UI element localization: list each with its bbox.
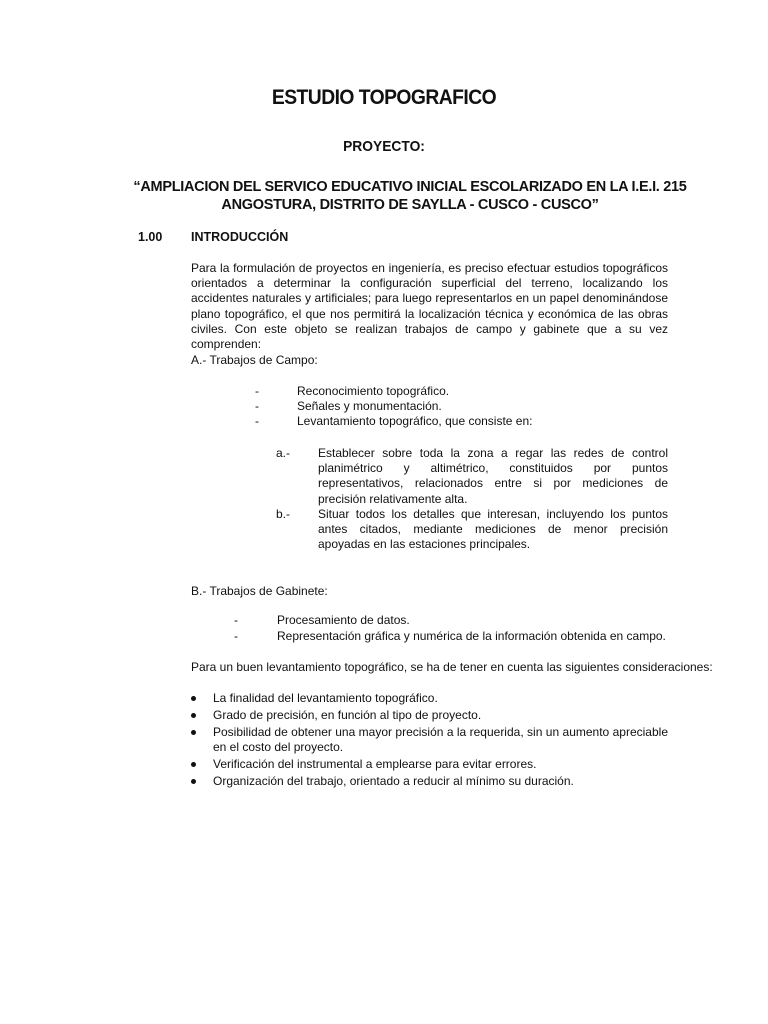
intro-paragraph: Para la formulación de proyectos en ingeniería, es preciso efectuar estudios topográficos orientados a determinar la configuración superficial del terreno, localizando los accidentes naturales y artificiales; para luego representarlos en un papel denominándose plano topográfico, el que nos permitirá la localización técnica y económica de las obras civiles. Con este objeto se realizan trabajos de campo y gabinete que a su vez comprenden:: [191, 261, 668, 352]
dash-marker: -: [234, 629, 238, 643]
subitem-text: Establecer sobre toda la zona a regar las redes de control planimétrico y altimétrico, constituidos por puntos representativos, relacionados entre si por mediciones de precisión relativamente alta.: [318, 446, 668, 506]
section-number: 1.00: [138, 230, 163, 244]
gabinete-item-text: Representación gráfica y numérica de la información obtenida en campo.: [277, 629, 666, 643]
campo-item-text: Levantamiento topográfico, que consiste en:: [297, 414, 533, 428]
subitem-text: Situar todos los detalles que interesan, incluyendo los puntos antes citados, mediante mediciones de menor precisión apoyadas en las estaciones principales.: [318, 507, 668, 552]
dash-marker: -: [255, 414, 259, 428]
project-name: [100, 178, 720, 214]
bullet-icon: [191, 713, 196, 718]
gabinete-heading: B.- Trabajos de Gabinete:: [191, 584, 328, 598]
dash-marker: -: [255, 384, 259, 398]
section-title: INTRODUCCIÓN: [191, 230, 289, 244]
project-name-line-2: ANGOSTURA, DISTRITO DE SAYLLA - CUSCO - CUSCO”: [221, 197, 599, 213]
project-name-line-1: “AMPLIACION DEL SERVICO EDUCATIVO INICIAL ESCOLARIZADO EN LA I.E.I. 215: [133, 179, 687, 195]
campo-item-text: Señales y monumentación.: [297, 399, 442, 413]
bullet-icon: [191, 762, 196, 767]
consideration-text: Posibilidad de obtener una mayor precisión a la requerida, sin un aumento apreciable en el costo del proyecto.: [213, 725, 668, 755]
project-label: PROYECTO:: [343, 138, 425, 155]
bullet-icon: [191, 730, 196, 735]
dash-marker: -: [255, 399, 259, 413]
gabinete-item-text: Procesamiento de datos.: [277, 613, 410, 627]
bullet-icon: [191, 779, 196, 784]
consideration-text: La finalidad del levantamiento topográfico.: [213, 691, 438, 705]
consideration-text: Verificación del instrumental a emplearse para evitar errores.: [213, 757, 537, 771]
dash-marker: -: [234, 613, 238, 627]
consideration-text: Grado de precisión, en función al tipo de proyecto.: [213, 708, 482, 722]
consideration-text: Organización del trabajo, orientado a reducir al mínimo su duración.: [213, 774, 574, 788]
campo-item-text: Reconocimiento topográfico.: [297, 384, 450, 398]
document-title: ESTUDIO TOPOGRAFICO: [271, 86, 497, 109]
campo-heading: A.- Trabajos de Campo:: [191, 353, 318, 367]
bullet-icon: [191, 696, 196, 701]
subitem-letter: a.-: [276, 446, 291, 460]
considerations-intro: Para un buen levantamiento topográfico, se ha de tener en cuenta las siguientes consideraciones:: [191, 660, 713, 674]
subitem-letter: b.-: [276, 507, 291, 521]
